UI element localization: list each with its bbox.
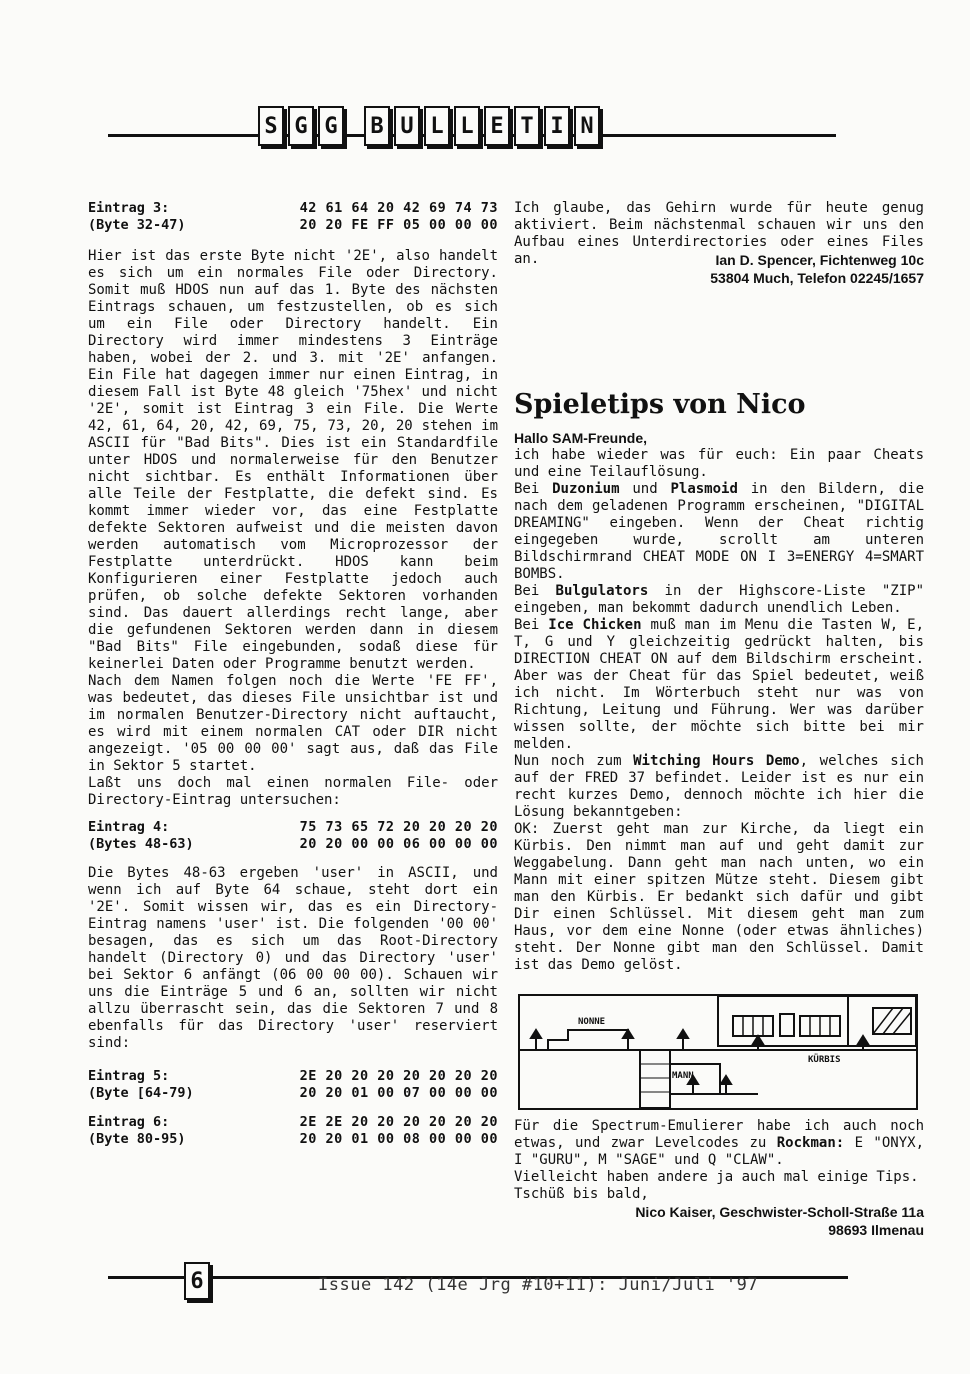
byte-range-label: (Byte [64-79): [88, 1085, 194, 1101]
hex-values: 20 20 01 00 07 00 00 00: [299, 1085, 498, 1101]
hex-dump-entry-4: [88, 819, 498, 853]
banner-letter: E: [484, 106, 510, 146]
entry-label: Eintrag 4:: [88, 819, 170, 835]
game-name: Witching Hours Demo: [633, 753, 800, 769]
banner-letter: T: [514, 106, 540, 146]
hex-dump-entry-6: [88, 1114, 498, 1148]
hex-values: 20 20 FE FF 05 00 00 00: [299, 217, 498, 233]
banner-letter: U: [394, 106, 420, 146]
paragraph: Laßt uns doch mal einen normalen File- oder Directory-Eintrag untersuchen:: [88, 775, 498, 808]
paragraph: Die Bytes 48-63 ergeben 'user' in ASCII, und wenn ich auf Byte 64 schaue, steht dort ein '2E'. Somit wissen wir, das es ein Directory-Eintrag namens 'user' ist. Die folgenden '00 00' besagen, das es sich um das Root-Directory handelt (Directory 0) und das Directory 'user' bei Sektor 6 anfängt (06 00 00 00). Schauen wir uns die Einträge 5 und 6 an, sollten wir nicht allzu überrascht sein, das die Sektoren 7 und 8 ebenfalls für das Directory 'user' reserviert sind:: [88, 865, 498, 1051]
banner-letter: S: [258, 106, 284, 146]
banner-letter: L: [454, 106, 480, 146]
article-title: Spieletips von Nico: [514, 389, 806, 420]
signature-address: 53804 Much, Telefon 02245/1657: [710, 270, 924, 286]
banner-letter: G: [318, 106, 344, 146]
hex-values: 75 73 65 72 20 20 20 20: [299, 819, 498, 835]
paragraph: OK: Zuerst geht man zur Kirche, da liegt ein Kürbis. Den nimmt man auf und geht damit zur Weggabelung. Dann geht man nach unten, wo ein Mann mit einer spitzen Mütze steht. Diesem gibt man den Kürbis. Er bedankt sich dafür und gibt Dir einen Schlüssel. Mit diesem geht man zum Haus, vor dem eine Nonne (oder etwas ähnliches) steht. Der Nonne gibt man den Schlüssel. Damit ist das Demo gelöst.: [514, 821, 924, 973]
hex-values: 20 20 01 00 08 00 00 00: [299, 1131, 498, 1147]
signature-name: Nico Kaiser, Geschwister-Scholl-Straße 11a: [635, 1204, 924, 1220]
hex-values: 42 61 64 20 42 69 74 73: [299, 200, 498, 216]
left-column: [88, 200, 498, 1160]
banner-letter: B: [364, 106, 390, 146]
game-name: Bulgulators: [555, 583, 649, 599]
byte-range-label: (Byte 32-47): [88, 217, 186, 233]
paragraph: Für die Spectrum-Emulierer habe ich auch noch etwas, und zwar Levelcodes zu Rockman: E "ONYX, I "GURU", M "SAGE" und Q "CLAW".: [514, 1118, 924, 1168]
scene-label-kurbis: KÜRBIS: [808, 1055, 841, 1065]
hex-values: 20 20 00 00 06 00 00 00: [299, 836, 498, 852]
entry-label: Eintrag 6:: [88, 1114, 170, 1130]
paragraph: ich habe wieder was für euch: Ein paar Cheats und eine Teilauflösung.: [514, 447, 924, 480]
byte-range-label: (Bytes 48-63): [88, 836, 194, 852]
paragraph: Vielleicht haben andere ja auch mal einige Tips.: [514, 1169, 919, 1185]
banner-letter: I: [544, 106, 570, 146]
entry-label: Eintrag 3:: [88, 200, 170, 216]
scene-label-nonne: NONNE: [578, 1017, 606, 1027]
banner-letter: L: [424, 106, 450, 146]
hex-values: 2E 20 20 20 20 20 20 20: [299, 1068, 498, 1084]
issue-info: Issue 142 (14e Jrg #10+11): Juni/Juli '97: [318, 1275, 759, 1295]
game-name: Plasmoid: [670, 481, 738, 497]
witching-hours-map-illustration: [518, 994, 918, 1110]
signature-address: 98693 Ilmenau: [828, 1222, 924, 1238]
game-name: Duzonium: [552, 481, 620, 497]
hex-dump-entry-5: [88, 1068, 498, 1102]
paragraph: Bei Bulgulators in der Highscore-Liste "ZIP" eingeben, man bekommt dadurch unendlich Leben.: [514, 583, 924, 616]
spieletips-tail: [514, 1118, 924, 1239]
game-name: Rockman:: [776, 1135, 845, 1151]
hex-dump-entry-3: [88, 200, 498, 234]
byte-range-label: (Byte 80-95): [88, 1131, 186, 1147]
right-column-intro: [514, 200, 924, 287]
page-number: 6: [184, 1262, 210, 1300]
signature-name: Ian D. Spencer, Fichtenweg 10c: [715, 252, 924, 268]
entry-label: Eintrag 5:: [88, 1068, 170, 1084]
paragraph: Hier ist das erste Byte nicht '2E', also handelt es sich um ein normales File oder Directory. Somit muß HDOS nun auf das 1. Byte des nächsten Eintrags schauen, um festzustellen, ob es sich um ein File oder Directory handelt. Ein Directory wird immer mindestens 3 Einträge haben, wobei der 2. und 3. mit '2E' anfangen. Ein File hat dagegen immer nur einen Eintrag, in diesem Fall ist Byte 48 gleich '75hex' und nicht '2E', somit ist Eintrag 3 ein File. Die Werte 42, 61, 64, 20, 42, 69, 75, 73, 20, 20 stehen im ASCII für "Bad Bits". Dies ist ein Standardfile unter HDOS und normalerweise für den Benutzer nicht sichtbar. Es enthält Informationen über alle Teile der Festplatte, die defekt sind. Es kommt immer wieder vor, das eine Festplatte defekte Sektoren aufweist und die meisten davon werden automatisch vom Microprozessor der Festplatte unterdrückt. HDOS kann beim Konfigurieren einer Festplatte jedoch auch prüfen, ob solche defekte Sektoren vorhanden sind. Das dauert allerdings recht lange, aber die gefundenen Sektoren werden dann in diesem "Bad Bits" File eingebunden, sodaß diese für keinerlei Daten oder Programme benutzt werden.: [88, 248, 498, 672]
paragraph: Nach dem Namen folgen noch die Werte 'FE FF', was bedeutet, das dieses File unsichtbar ist und im normalen Benutzer-Directory nicht auftaucht, es wird mit einem normalen CAT oder DIR nicht angezeigt. '05 00 00 00' sagt aus, daß das File in Sektor 5 startet.: [88, 673, 498, 774]
game-name: Ice Chicken: [548, 617, 642, 633]
paragraph: Nun noch zum Witching Hours Demo, welches sich auf der FRED 37 befindet. Leider ist es nur ein recht kurzes Demo, dennoch möchte ich hier die Lösung bekanntgeben:: [514, 753, 924, 820]
paragraph: Ich glaube, das Gehirn wurde für heute genug aktiviert. Beim nächstenmal schauen wir uns den Aufbau eines Unterdirectories oder eines Files an.: [514, 200, 924, 267]
paragraph: Bei Duzonium und Plasmoid in den Bildern, die nach dem geladenen Programm erscheinen, "DIGITAL DREAMING" eingeben. Wenn der Cheat richtig eingegeben wurde, scrollt am unteren Bildschirmrand CHEAT MODE ON I 3=ENERGY 4=SMART BOMBS.: [514, 481, 925, 582]
hex-values: 2E 2E 20 20 20 20 20 20: [299, 1114, 498, 1130]
banner-letter: G: [288, 106, 314, 146]
spieletips-body: [514, 430, 924, 974]
paragraph: Tschüß bis bald,: [514, 1186, 649, 1202]
scene-label-mann: MANN: [672, 1071, 694, 1081]
sgg-bulletin-banner: [258, 106, 600, 150]
greeting: Hallo SAM-Freunde,: [514, 430, 648, 446]
banner-letter: N: [574, 106, 600, 146]
paragraph: Bei Ice Chicken muß man im Menu die Tasten W, E, T, G und Y gleichzeitig gedrückt halten, bis DIRECTION CHEAT ON auf dem Bildschirm erscheint. Aber was der Cheat für das Spiel bedeutet, weiß ich nicht. Im Wörterbuch steht nur was von Richtung, Leitung und Führung. Wer was darüber wissen sollte, der möchte sich bitte bei mir melden.: [514, 617, 925, 752]
